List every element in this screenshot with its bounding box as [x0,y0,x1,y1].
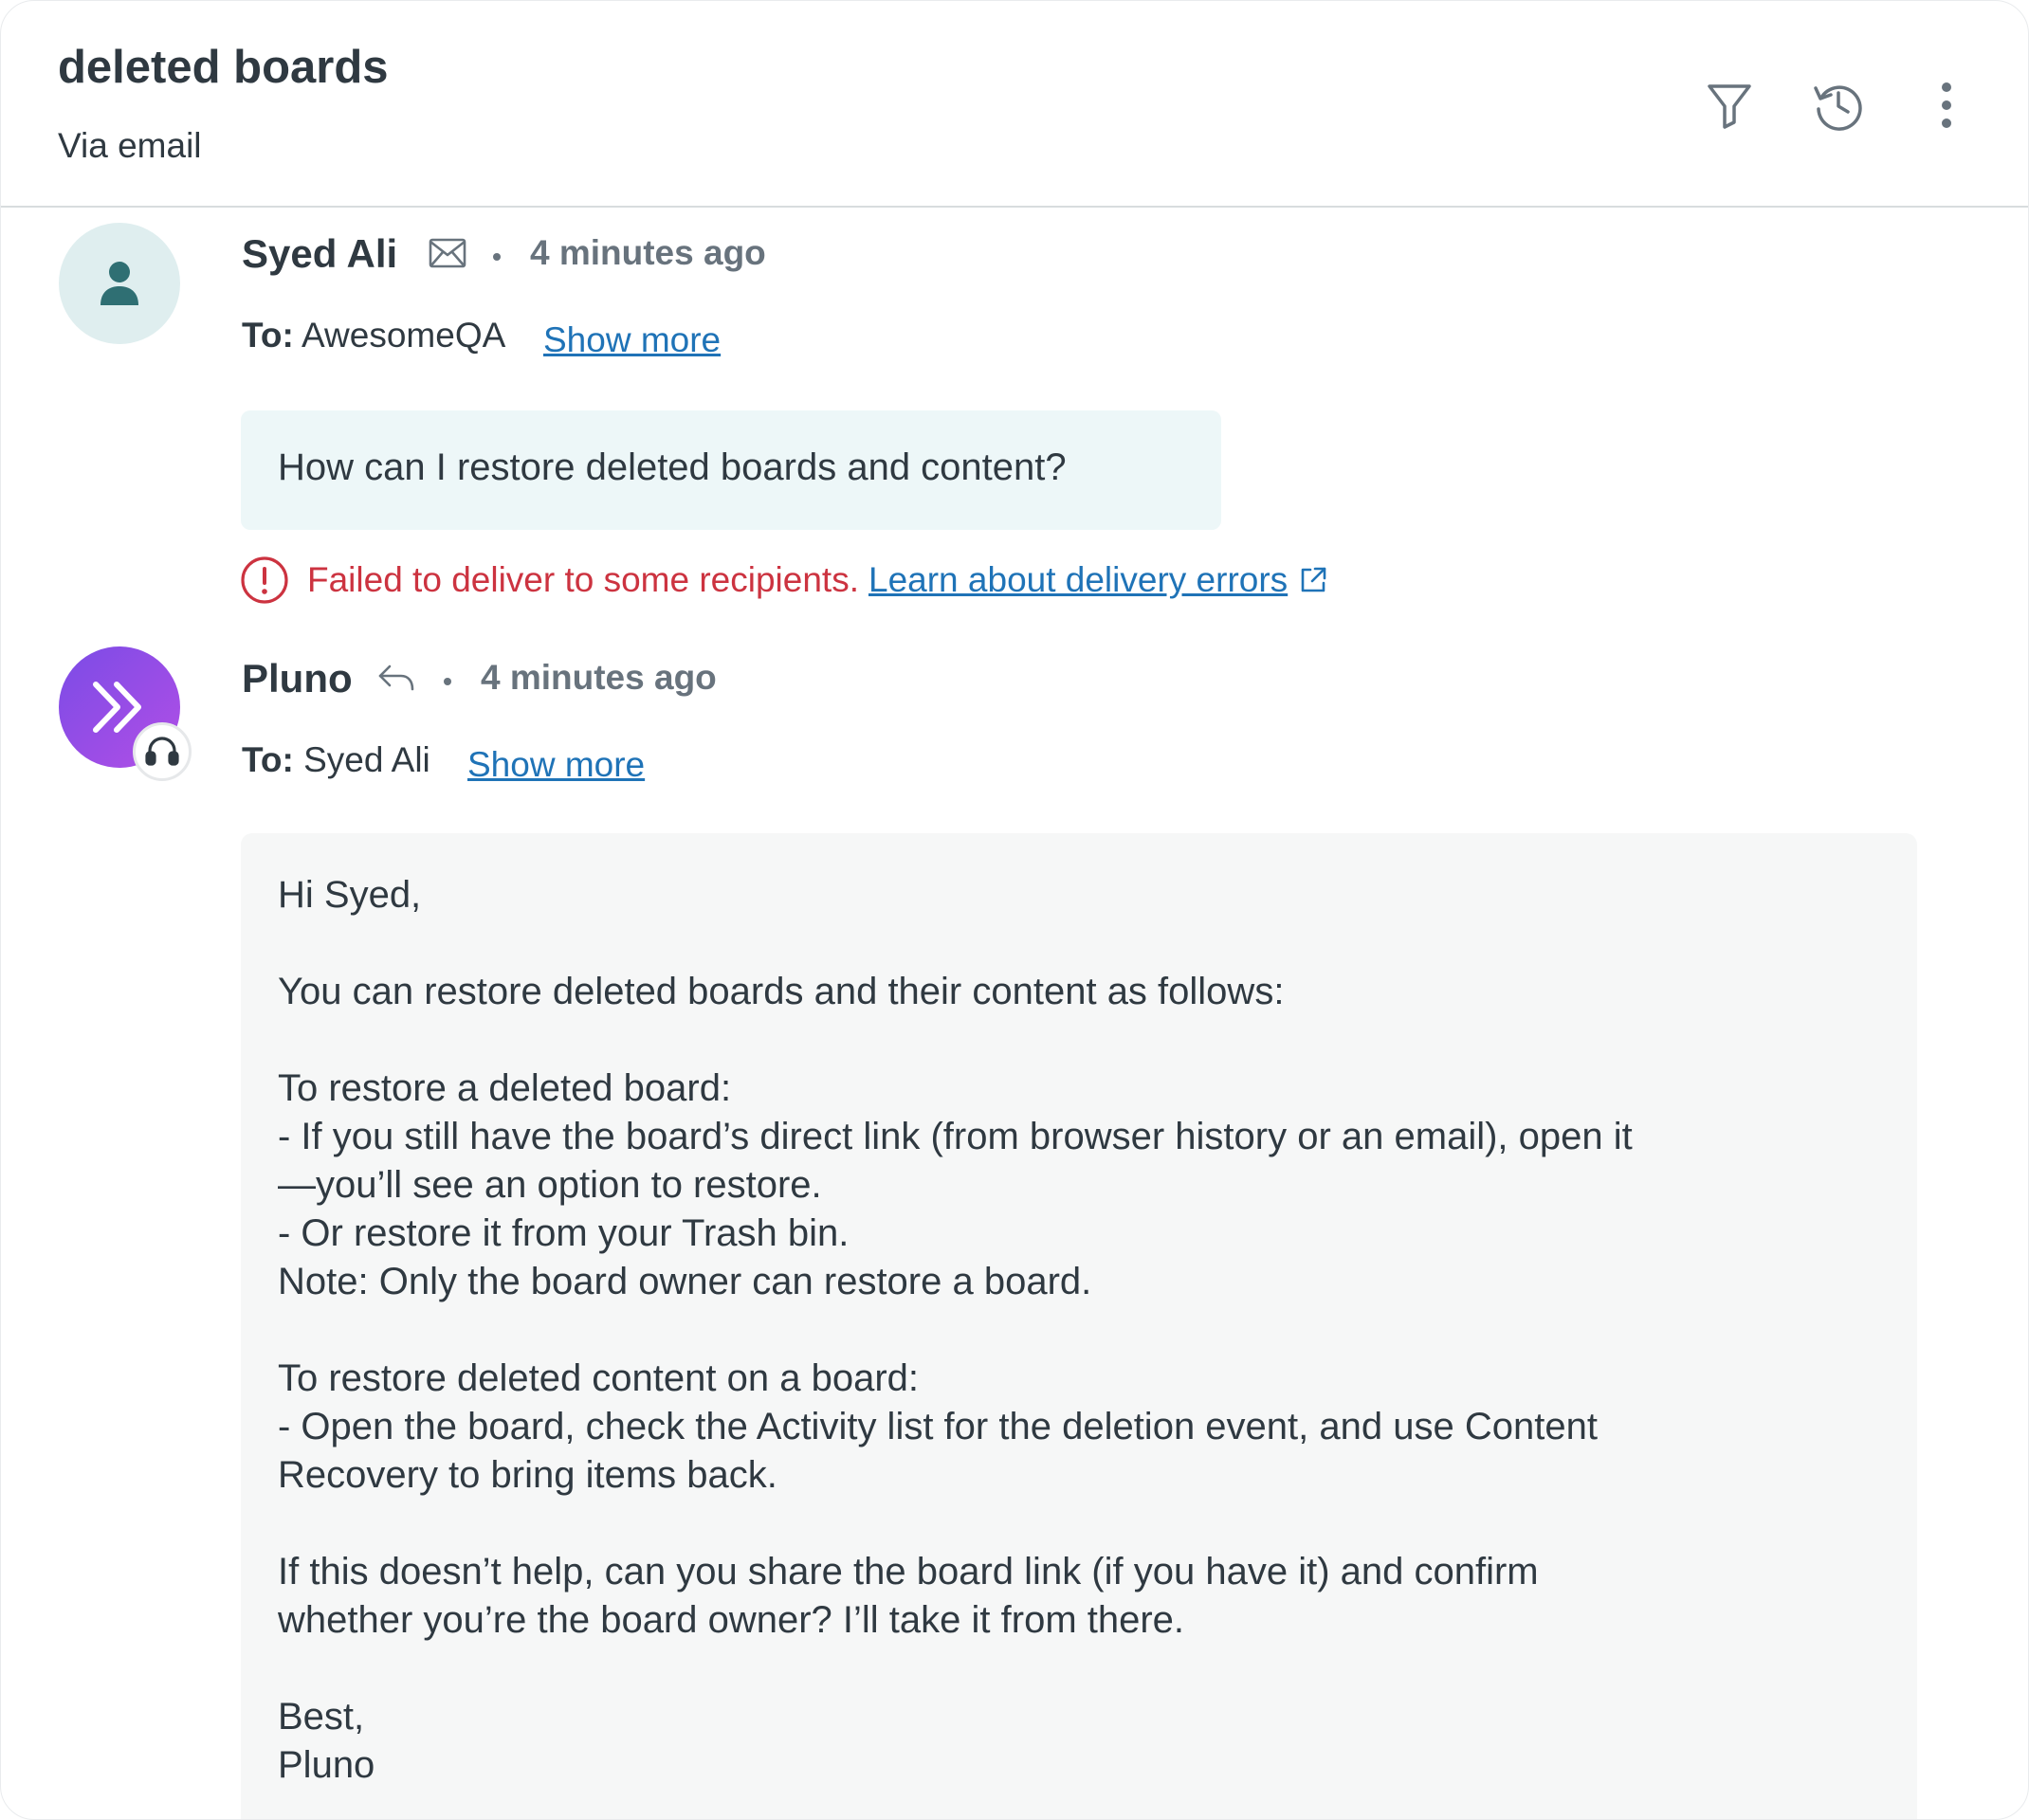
reply-greeting: Hi Syed, [278,874,422,916]
recipient-line [242,316,505,355]
error-icon [240,555,289,605]
show-more-link[interactable]: Show more [543,320,722,359]
recipient-value: Syed Ali [303,740,430,779]
more-vertical-icon[interactable] [1918,77,1975,134]
recipient-value: AwesomeQA [302,316,506,355]
message-time: 4 minutes ago [481,658,717,697]
reply-intro: You can restore deleted boards and their content as follows: [278,971,1285,1012]
recipient-label: To: [242,316,294,355]
double-chevron-right-icon [86,679,153,736]
avatar-syed-ali [59,223,180,344]
meta-separator [493,253,501,261]
reply-icon [376,661,416,700]
reply-followup: If this doesn’t help, can you share the board link (if you have it) and confirm whether you’re the board owner? I’ll take it from there. [278,1551,1539,1641]
headset-icon [133,722,192,781]
history-icon[interactable] [1810,77,1867,134]
show-more-link[interactable]: Show more [467,745,646,784]
reply-body [241,833,1917,1820]
delivery-error [240,554,1329,607]
delivery-errors-link[interactable]: Learn about delivery errors [868,560,1289,599]
user-icon [99,260,140,307]
recipient-line [242,740,430,780]
filter-icon[interactable] [1701,77,1758,134]
message-body: How can I restore deleted boards and content? [241,410,1221,530]
external-link-icon[interactable] [1297,564,1329,596]
ticket-channel: Via email [58,126,202,165]
reply-restore-content: To restore deleted content on a board: - Open the board, check the Activity list for the deletion event, and use Content Recovery to bring items back. [278,1357,1598,1496]
message-sender: Syed Ali [242,231,398,276]
ticket-title: deleted boards [58,42,389,93]
message-sender: Pluno [242,656,353,701]
envelope-icon [429,237,466,274]
ticket-header [1,1,2029,208]
meta-separator [444,678,451,685]
reply-restore-board: To restore a deleted board: - If you still have the board’s direct link (from browser history or an email), open it —you’ll see an option to restore. - Or restore it from your Trash bin. Note: Only the board owner can restore a board. [278,1067,1633,1302]
reply-signoff: Best, Pluno [278,1696,375,1786]
message-time: 4 minutes ago [530,233,766,272]
recipient-label: To: [242,740,294,779]
delivery-error-text: Failed to deliver to some recipients. [307,560,859,599]
